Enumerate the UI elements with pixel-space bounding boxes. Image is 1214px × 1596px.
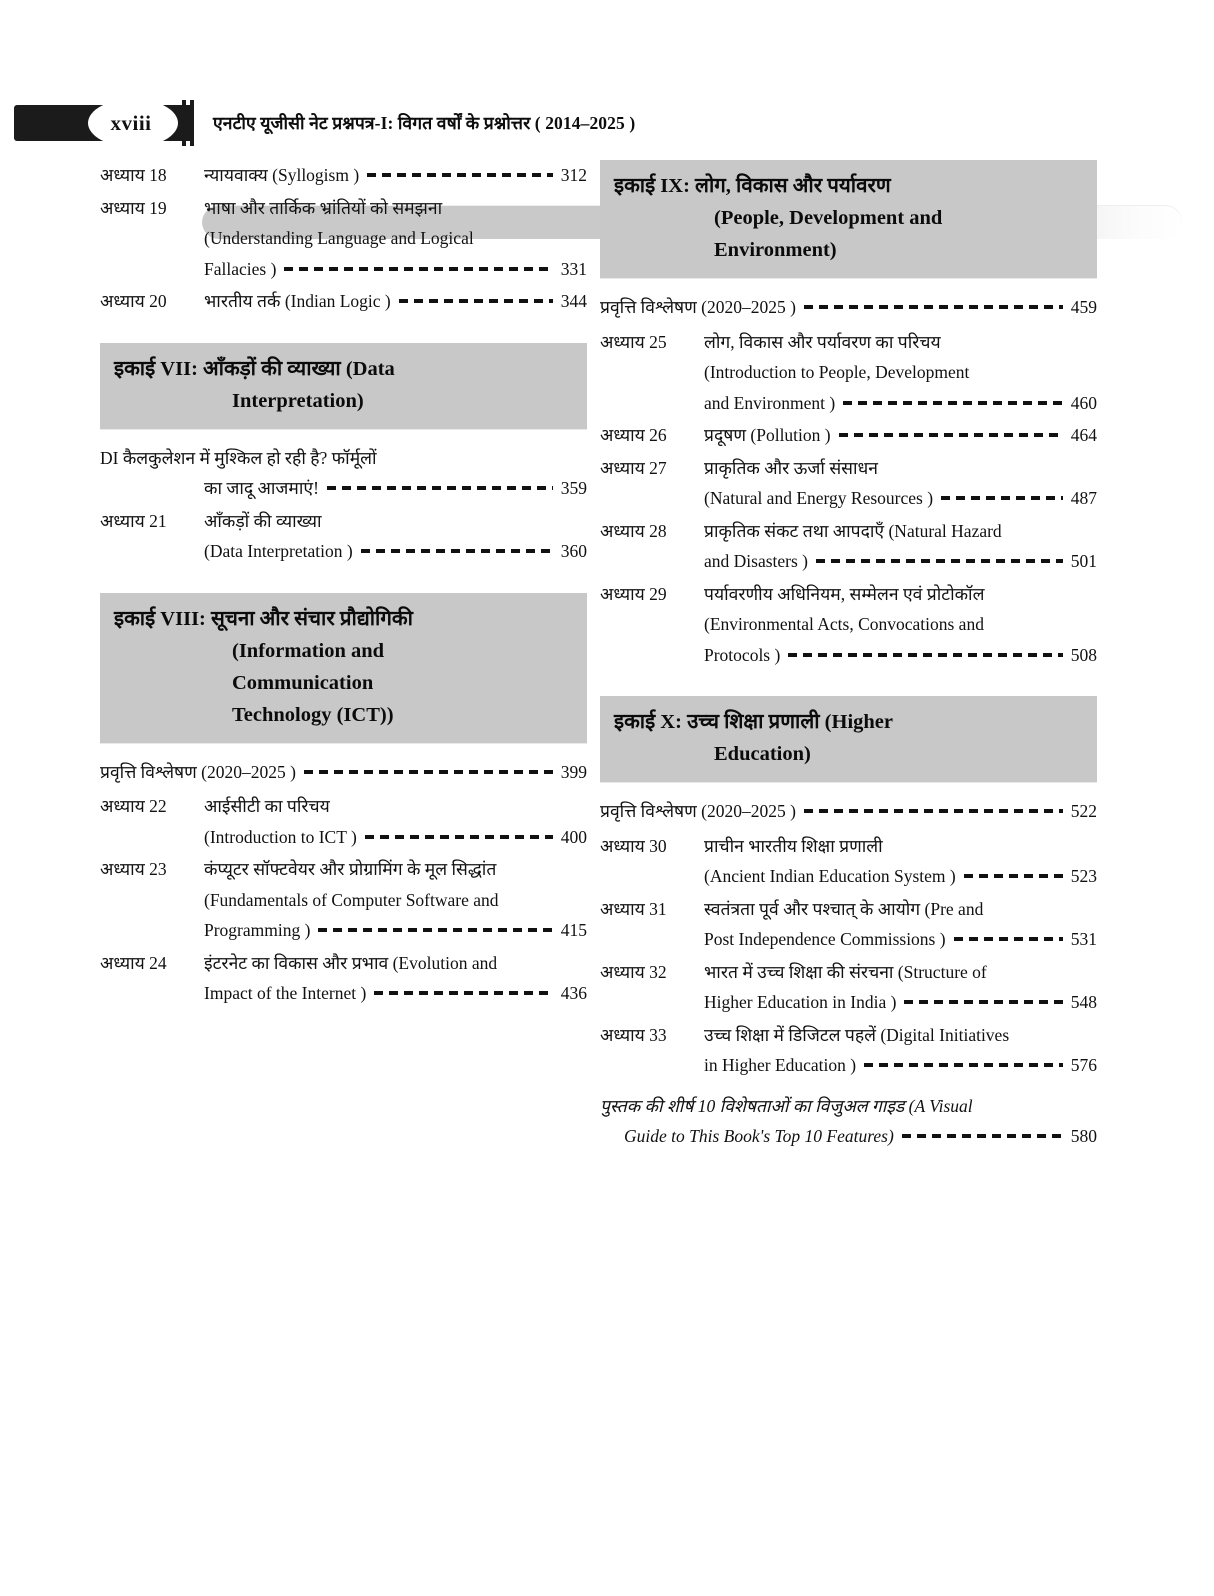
chapter-label: अध्याय 29 xyxy=(600,583,667,604)
entry-title: प्रवृत्ति विश्लेषण (2020–2025 ) xyxy=(100,761,296,782)
unit-heading-line: Education) xyxy=(714,743,811,765)
entry-title-cont: and Disasters ) xyxy=(704,551,809,571)
entry-title-cont: Protocols ) xyxy=(704,644,781,665)
toc-entry[interactable] xyxy=(600,957,1097,1018)
entry-title: न्यायवाक्य (Syllogism ) xyxy=(204,165,360,185)
chapter-label: अध्याय 24 xyxy=(100,952,167,973)
toc-entry-trend-analysis[interactable] xyxy=(600,292,1097,323)
chapter-label: अध्याय 25 xyxy=(600,331,667,352)
entry-title: प्राचीन भारतीय शिक्षा प्रणाली xyxy=(704,835,883,856)
entry-title-cont: (Environmental Acts, Convocations and xyxy=(704,614,984,634)
unit-heading-line: (Information and xyxy=(232,639,385,662)
leader-dots xyxy=(374,985,552,999)
page-number: 523 xyxy=(1070,866,1097,886)
page-number: 460 xyxy=(1070,392,1097,413)
chapter-label: अध्याय 27 xyxy=(600,457,667,478)
leader-dots xyxy=(839,427,1063,441)
unit-heading-line: Communication xyxy=(232,671,374,694)
leader-dots xyxy=(816,553,1063,567)
chapter-label: अध्याय 18 xyxy=(100,165,167,185)
header-divider-bars xyxy=(182,100,196,146)
toc-entry[interactable] xyxy=(600,420,1097,451)
unit-heading-line: इकाई IX: लोग, विकास और पर्यावरण xyxy=(614,175,891,197)
page-number: 522 xyxy=(1070,801,1097,821)
leader-dots xyxy=(864,1057,1063,1071)
entry-title: प्रवृत्ति विश्लेषण (2020–2025 ) xyxy=(600,297,796,317)
entry-title-cont: (Introduction to ICT ) xyxy=(204,826,357,847)
page-number: 459 xyxy=(1070,297,1097,317)
leader-dots xyxy=(843,395,1063,409)
toc-right-column xyxy=(600,160,1097,1154)
toc-entry[interactable] xyxy=(100,854,587,946)
entry-title-cont: (Introduction to People, Development xyxy=(704,362,970,382)
page-number: 548 xyxy=(1070,992,1097,1012)
entry-title-cont: का जादू आजमाएं! xyxy=(204,478,319,498)
entry-title-cont: (Natural and Energy Resources ) xyxy=(704,488,934,508)
toc-entry[interactable] xyxy=(100,506,587,567)
entry-title-cont: Programming ) xyxy=(204,920,311,940)
entry-title-cont: (Fundamentals of Computer Software and xyxy=(204,889,499,910)
leader-dots xyxy=(318,922,552,936)
entry-title: प्राकृतिक और ऊर्जा संसाधन xyxy=(704,457,878,478)
page-number: 487 xyxy=(1070,488,1097,508)
toc-entry[interactable] xyxy=(600,516,1097,577)
unit-heading-x xyxy=(600,696,1097,782)
chapter-label: अध्याय 22 xyxy=(100,796,167,816)
toc-left-column xyxy=(100,160,587,1011)
entry-title-cont: Impact of the Internet ) xyxy=(204,983,367,1003)
toc-entry-visual-guide[interactable] xyxy=(600,1091,1097,1152)
entry-title-cont: Higher Education in India ) xyxy=(704,992,897,1012)
chapter-label: अध्याय 20 xyxy=(100,291,167,311)
entry-title: भारतीय तर्क (Indian Logic ) xyxy=(204,291,391,311)
page-number: 359 xyxy=(560,478,587,498)
chapter-label: अध्याय 30 xyxy=(600,835,667,856)
entry-title: आँकड़ों की व्याख्या xyxy=(204,510,322,531)
leader-dots xyxy=(327,480,553,494)
toc-entry[interactable] xyxy=(600,327,1097,419)
page-number: 360 xyxy=(560,541,587,561)
page-number: 399 xyxy=(560,761,587,782)
page-number: 312 xyxy=(560,165,587,185)
chapter-label: अध्याय 33 xyxy=(600,1024,667,1045)
page-number: 576 xyxy=(1070,1055,1097,1075)
toc-entry[interactable] xyxy=(100,160,587,191)
entry-title: प्रदूषण (Pollution ) xyxy=(704,425,831,445)
leader-dots xyxy=(904,994,1062,1008)
entry-title-cont: Guide to This Book's Top 10 Features) xyxy=(624,1126,894,1146)
leader-dots xyxy=(941,490,1063,504)
chapter-label: अध्याय 21 xyxy=(100,510,167,531)
entry-title-cont: and Environment ) xyxy=(704,392,836,413)
toc-entry[interactable] xyxy=(600,831,1097,892)
entry-title: पुस्तक की शीर्ष 10 विशेषताओं का विजुअल गाइड (A Visual xyxy=(600,1095,973,1116)
chapter-label: अध्याय 26 xyxy=(600,425,667,445)
entry-title: DI कैलकुलेशन में मुश्किल हो रही है? फॉर्मूलों xyxy=(100,447,377,468)
toc-entry[interactable] xyxy=(100,791,587,852)
page-number: 331 xyxy=(560,258,587,279)
leader-dots xyxy=(304,764,553,778)
leader-dots xyxy=(399,293,553,307)
folio-number: xviii xyxy=(110,110,152,135)
toc-entry[interactable] xyxy=(600,894,1097,955)
toc-entry-di-tip[interactable] xyxy=(100,443,587,504)
leader-dots xyxy=(284,261,552,275)
entry-title-cont: (Ancient Indian Education System ) xyxy=(704,866,956,886)
entry-title: भाषा और तार्किक भ्रांतियों को समझना xyxy=(204,197,443,218)
toc-entry[interactable] xyxy=(600,1020,1097,1081)
entry-title: प्राकृतिक संकट तथा आपदाएँ (Natural Hazard xyxy=(704,520,1002,541)
chapter-label: अध्याय 28 xyxy=(600,520,667,541)
unit-heading-ix xyxy=(600,160,1097,278)
page-number: 464 xyxy=(1070,425,1097,445)
entry-title-cont: (Understanding Language and Logical xyxy=(204,228,474,248)
entry-title-cont: Post Independence Commissions ) xyxy=(704,929,946,949)
leader-dots xyxy=(902,1128,1063,1142)
chapter-label: अध्याय 31 xyxy=(600,898,667,919)
entry-title: भारत में उच्च शिक्षा की संरचना (Structure of xyxy=(704,961,987,982)
leader-dots xyxy=(954,931,1063,945)
entry-title-cont: Fallacies ) xyxy=(204,258,277,279)
toc-entry[interactable] xyxy=(100,948,587,1009)
unit-heading-line: Environment) xyxy=(714,239,837,261)
leader-dots xyxy=(804,299,1063,313)
entry-title-cont: (Data Interpretation ) xyxy=(204,541,353,561)
leader-dots xyxy=(367,167,553,181)
page-number: 508 xyxy=(1070,644,1097,665)
page-number: 344 xyxy=(560,291,587,311)
unit-heading-line: इकाई X: उच्च शिक्षा प्रणाली (Higher xyxy=(614,711,893,733)
leader-dots xyxy=(365,829,553,843)
entry-title: लोग, विकास और पर्यावरण का परिचय xyxy=(704,331,941,352)
page-number: 501 xyxy=(1070,551,1097,571)
entry-title: प्रवृत्ति विश्लेषण (2020–2025 ) xyxy=(600,801,796,821)
toc-entry[interactable] xyxy=(100,193,587,285)
leader-dots xyxy=(788,647,1062,661)
leader-dots xyxy=(964,868,1063,882)
page-number: 436 xyxy=(560,983,587,1003)
unit-heading-viii xyxy=(100,593,587,743)
entry-title: इंटरनेट का विकास और प्रभाव (Evolution and xyxy=(204,952,498,973)
chapter-label: अध्याय 23 xyxy=(100,859,167,879)
page-number: 531 xyxy=(1070,929,1097,949)
chapter-label: अध्याय 32 xyxy=(600,961,667,982)
toc-entry[interactable] xyxy=(100,286,587,317)
page-number: 415 xyxy=(560,920,587,940)
unit-heading-vii xyxy=(100,343,587,429)
unit-heading-line: Interpretation) xyxy=(232,389,364,412)
entry-title: स्वतंत्रता पूर्व और पश्चात् के आयोग (Pre and xyxy=(704,898,984,919)
entry-title: पर्यावरणीय अधिनियम, सम्मेलन एवं प्रोटोकॉल xyxy=(704,583,985,604)
entry-title-cont: in Higher Education ) xyxy=(704,1055,857,1075)
unit-heading-line: Technology (ICT)) xyxy=(232,703,394,726)
unit-heading-line: इकाई VII: आँकड़ों की व्याख्या (Data xyxy=(114,357,395,380)
running-head-title: एनटीए यूजीसी नेट प्रश्नपत्र-I: विगत वर्षों के प्रश्नोत्तर ( 2014–2025 ) xyxy=(213,113,636,133)
folio-badge xyxy=(88,99,178,147)
entry-title: आईसीटी का परिचय xyxy=(204,796,330,816)
toc-entry[interactable] xyxy=(600,453,1097,514)
entry-title: कंप्यूटर सॉफ्टवेयर और प्रोग्रामिंग के मूल सिद्धांत xyxy=(204,859,497,879)
unit-heading-line: इकाई VIII: सूचना और संचार प्रौद्योगिकी xyxy=(114,607,413,630)
leader-dots xyxy=(804,803,1063,817)
unit-heading-line: (People, Development and xyxy=(714,207,943,229)
toc-entry-trend-analysis[interactable] xyxy=(100,757,587,788)
page-number: 580 xyxy=(1070,1126,1097,1146)
toc-entry[interactable] xyxy=(600,579,1097,671)
toc-entry-trend-analysis[interactable] xyxy=(600,796,1097,827)
page-number: 400 xyxy=(560,826,587,847)
leader-dots xyxy=(361,543,553,557)
entry-title: उच्च शिक्षा में डिजिटल पहलें (Digital Initiatives xyxy=(704,1024,1010,1045)
chapter-label: अध्याय 19 xyxy=(100,197,167,218)
